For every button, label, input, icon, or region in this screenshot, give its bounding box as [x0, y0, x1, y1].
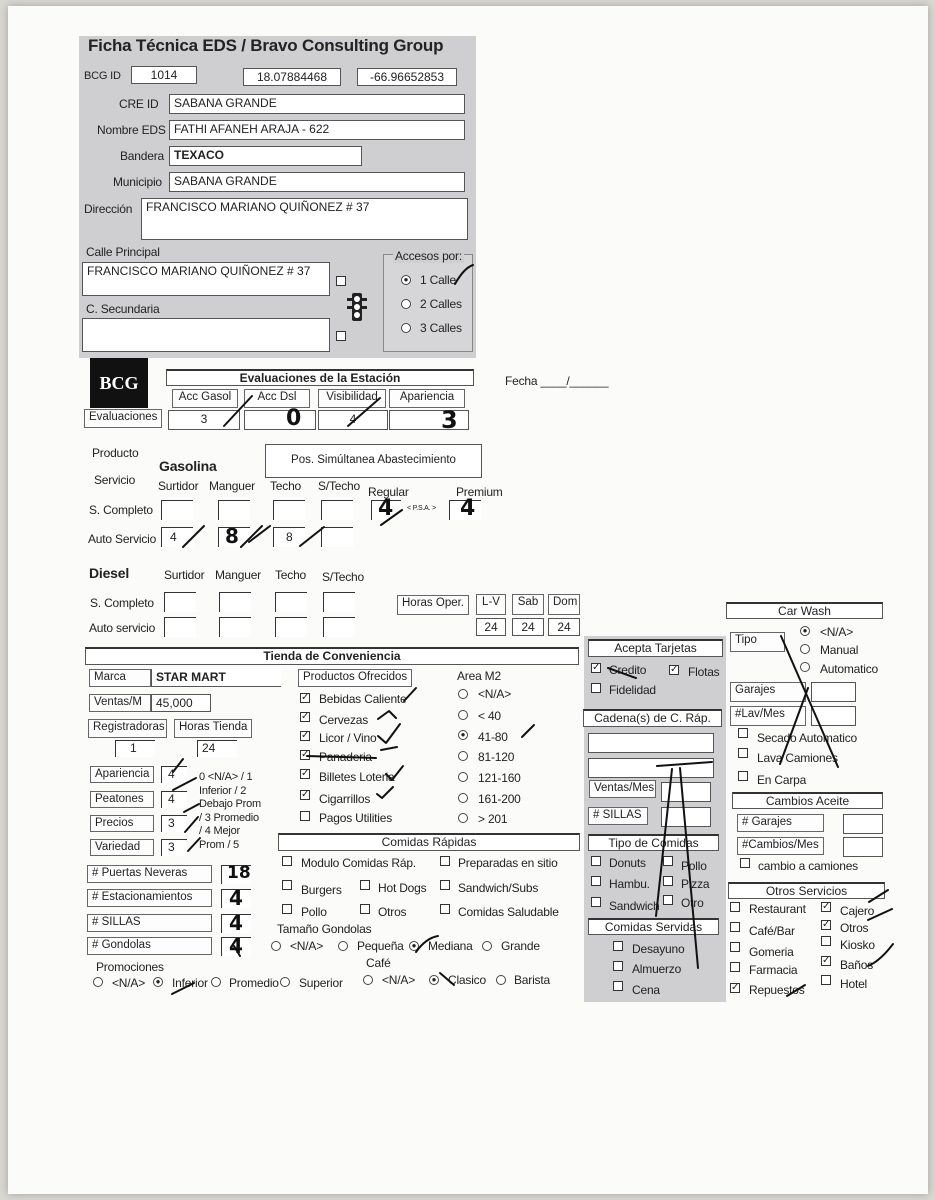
area-41-80-radio[interactable]: ●	[458, 730, 468, 740]
promo-promedio-label: Promedio	[229, 976, 279, 990]
c-secundaria-label: C. Secundaria	[86, 302, 160, 316]
hambu-label: Hambu.	[609, 877, 650, 891]
area-201-label: > 201	[478, 812, 508, 826]
puertas-neveras-handwritten: 18	[227, 863, 251, 883]
gas-techo-header: Techo	[270, 479, 302, 493]
accesos-1-label: 1 Calle	[420, 273, 456, 287]
otros-serv-checkbox[interactable]: ✓	[822, 919, 831, 930]
cafe-barista-label: Barista	[514, 973, 550, 987]
direccion-label: Dirección	[84, 202, 133, 216]
restaurant-checkbox[interactable]	[730, 902, 740, 912]
scale-5: Prom / 5	[199, 839, 239, 851]
burgers-label: Burgers	[301, 883, 342, 897]
pagos-checkbox[interactable]	[300, 811, 310, 821]
sillas-label: # SILLAS	[87, 914, 212, 932]
en-carpa-checkbox[interactable]	[738, 771, 748, 781]
tamano-pequena-radio[interactable]	[338, 941, 348, 951]
restaurant-label: Restaurant	[749, 902, 806, 916]
regular-label: Regular	[368, 485, 409, 499]
cafe-bar-checkbox[interactable]	[730, 922, 740, 932]
nombre-eds-field[interactable]: FATHI AFANEH ARAJA - 622	[169, 120, 465, 140]
pizza-label: Pizza	[681, 877, 710, 891]
gas-sc-stecho[interactable]	[321, 500, 353, 520]
acc-dsl-header: Acc Dsl	[244, 389, 310, 408]
carwash-manual-label: Manual	[820, 643, 859, 657]
en-carpa-label: En Carpa	[757, 773, 807, 787]
cafe-barista-radio[interactable]	[496, 975, 506, 985]
horas-oper-label: Horas Oper.	[397, 595, 469, 615]
form-paper	[8, 6, 928, 1194]
ventas-m-label: Ventas/M	[89, 694, 151, 712]
carwash-manual-radio[interactable]	[800, 644, 810, 654]
acc-gasol-value[interactable]: 3	[168, 410, 240, 430]
saludable-checkbox[interactable]	[440, 904, 450, 914]
almuerzo-checkbox[interactable]	[613, 961, 623, 971]
pollo-tipo-label: Pollo	[681, 859, 707, 873]
longitude-field[interactable]: -66.96652853	[357, 68, 457, 86]
area-121-160-label: 121-160	[478, 771, 521, 785]
c-secundaria-field[interactable]	[82, 318, 330, 352]
area-81-120-label: 81-120	[478, 750, 515, 764]
area-121-160-radio[interactable]	[458, 772, 468, 782]
horas-lv-value[interactable]: 24	[476, 618, 506, 636]
horas-tienda-label: Horas Tienda	[174, 719, 252, 738]
cadena-field-2[interactable]	[588, 758, 714, 778]
gondolas-label: # Gondolas	[87, 937, 212, 955]
tamano-gondolas-label: Tamaño Gondolas	[277, 922, 372, 936]
desayuno-label: Desayuno	[632, 942, 685, 956]
donuts-checkbox[interactable]	[591, 856, 601, 866]
cafe-bar-label: Café/Bar	[749, 924, 795, 938]
acepta-tarjetas-title: Acepta Tarjetas	[588, 639, 723, 657]
cafe-na-radio[interactable]	[363, 975, 373, 985]
garajes-label: Garajes	[730, 682, 806, 702]
gas-sc-techo[interactable]	[273, 500, 305, 520]
area-81-120-radio[interactable]	[458, 751, 468, 761]
servicio-label: Servicio	[94, 473, 136, 487]
calle-principal-label: Calle Principal	[86, 245, 160, 259]
bebidas-checkbox[interactable]: ✓	[301, 692, 310, 703]
accesos-3-label: 3 Calles	[420, 321, 462, 335]
sillas-rapidas-label: # SILLAS	[588, 807, 648, 825]
pizza-checkbox[interactable]	[663, 876, 673, 886]
tamano-grande-label: Grande	[501, 939, 540, 953]
otro-tipo-checkbox[interactable]	[663, 895, 673, 905]
sillas-handwritten: 4	[229, 911, 243, 935]
promo-promedio-radio[interactable]	[211, 977, 221, 987]
lava-camiones-label: Lava Camiones	[757, 751, 838, 765]
area-161-200-radio[interactable]	[458, 793, 468, 803]
area-na-radio[interactable]	[458, 689, 468, 699]
sandwich-subs-label: Sandwich/Subs	[458, 881, 539, 895]
cafe-na-label: <N/A>	[382, 973, 416, 987]
tamano-pequena-label: Pequeña	[357, 939, 404, 953]
visibilidad-value[interactable]: 4	[318, 410, 388, 430]
accesos-1-radio[interactable]: ●	[401, 275, 411, 285]
puertas-neveras-label: # Puertas Neveras	[87, 865, 212, 883]
otros-comidas-checkbox[interactable]	[360, 904, 370, 914]
carwash-na-label: <N/A>	[820, 625, 854, 639]
regular-handwritten: 4	[378, 496, 394, 521]
tamano-na-label: <N/A>	[290, 939, 324, 953]
accesos-2-label: 2 Calles	[420, 297, 462, 311]
donuts-label: Donuts	[609, 856, 646, 870]
cervezas-label: Cervezas	[319, 713, 369, 727]
apariencia-label: Apariencia	[90, 766, 154, 783]
panaderia-checkbox[interactable]: ✓	[301, 749, 310, 760]
pollo-label: Pollo	[301, 905, 327, 919]
bandera-label: Bandera	[120, 149, 164, 163]
credito-checkbox[interactable]: ✓	[592, 662, 601, 673]
acc-dsl-handwritten: 0	[286, 406, 302, 431]
productos-ofrecidos-label: Productos Ofrecidos	[298, 669, 412, 687]
estacionamientos-handwritten: 4	[229, 886, 243, 910]
registradoras-label: Registradoras	[88, 719, 167, 738]
scale-1: Inferior / 2	[199, 785, 247, 797]
bcg-id-field[interactable]: 1014	[131, 66, 197, 84]
sillas-rapidas-field[interactable]	[661, 807, 711, 827]
otros-servicios-title: Otros Servicios	[728, 882, 885, 899]
gas-surtidor-header: Surtidor	[158, 479, 199, 493]
billetes-checkbox[interactable]: ✓	[301, 768, 310, 779]
scale-4: / 4 Mejor	[199, 825, 240, 837]
cafe-clasico-label: Clasico	[448, 973, 486, 987]
tipo-comidas-title: Tipo de Comidas	[588, 834, 719, 851]
bebidas-label: Bebidas Caliente	[319, 692, 407, 706]
flotas-label: Flotas	[688, 665, 720, 679]
sandwich-tipo-checkbox[interactable]	[591, 897, 601, 907]
bcg-id-label: BCG ID	[84, 70, 121, 82]
car-wash-title: Car Wash	[726, 602, 883, 619]
pos-simultanea-box: Pos. Simúltanea Abastecimiento	[265, 444, 482, 478]
hotdogs-checkbox[interactable]	[360, 880, 370, 890]
cambios-aceite-title: Cambios Aceite	[732, 792, 883, 809]
municipio-field[interactable]: SABANA GRANDE	[169, 172, 465, 192]
dsl-as-techo[interactable]	[275, 617, 307, 637]
scale-3: / 3 Promedio	[199, 812, 259, 824]
cambio-camiones-checkbox[interactable]	[740, 858, 750, 868]
horas-dom-value[interactable]: 24	[548, 618, 580, 636]
horas-lv-header: L-V	[476, 594, 506, 615]
form-title: Ficha Técnica EDS / Bravo Consulting Group	[88, 36, 444, 55]
variedad-rating[interactable]: 3	[161, 839, 187, 856]
evaluaciones-button[interactable]: Evaluaciones	[84, 409, 162, 428]
apariencia-header: Apariencia	[389, 389, 465, 408]
promo-superior-label: Superior	[299, 976, 343, 990]
farmacia-label: Farmacia	[749, 963, 798, 977]
pollo-tipo-checkbox[interactable]	[663, 856, 673, 866]
registradoras-value[interactable]: 1	[115, 740, 155, 757]
fidelidad-checkbox[interactable]	[591, 683, 601, 693]
hotel-label: Hotel	[840, 977, 868, 991]
carwash-automatico-radio[interactable]	[800, 662, 810, 672]
sandwich-tipo-label: Sandwich	[609, 899, 660, 913]
dsl-sc-stecho[interactable]	[323, 592, 355, 612]
acc-gasol-header: Acc Gasol	[172, 389, 238, 408]
n-cambios-field[interactable]	[843, 837, 883, 857]
sandwich-subs-checkbox[interactable]	[440, 880, 450, 890]
dsl-as-surtidor[interactable]	[164, 617, 196, 637]
cervezas-checkbox[interactable]: ✓	[301, 711, 310, 722]
cigarrillos-label: Cigarrillos	[319, 792, 371, 806]
lav-mes-field[interactable]	[811, 706, 856, 726]
precios-rating[interactable]: 3	[161, 815, 187, 832]
kiosko-label: Kiosko	[840, 938, 875, 952]
gomeria-checkbox[interactable]	[730, 942, 740, 952]
secado-checkbox[interactable]	[738, 728, 748, 738]
dsl-surtidor-header: Surtidor	[164, 568, 205, 582]
licor-checkbox[interactable]: ✓	[301, 730, 310, 741]
tienda-title: Tienda de Conveniencia	[85, 647, 579, 665]
cafe-clasico-radio[interactable]: ●	[429, 975, 439, 985]
gas-as-surtidor[interactable]: 4	[161, 527, 193, 547]
tamano-mediana-radio[interactable]: ●	[409, 941, 419, 951]
cena-checkbox[interactable]	[613, 981, 623, 991]
promo-superior-radio[interactable]	[280, 977, 290, 987]
almuerzo-label: Almuerzo	[632, 962, 682, 976]
tamano-na-radio[interactable]	[271, 941, 281, 951]
otro-tipo-label: Otro	[681, 896, 704, 910]
marca-label: Marca	[89, 669, 151, 687]
garajes-field[interactable]	[811, 682, 856, 702]
licor-label: Licor / Vino	[319, 731, 377, 745]
area-161-200-label: 161-200	[478, 792, 521, 806]
carwash-automatico-label: Automatico	[820, 662, 879, 676]
variedad-label: Variedad	[90, 839, 154, 856]
cena-label: Cena	[632, 983, 660, 997]
apariencia-handwritten: 3	[441, 406, 458, 434]
otros-serv-label: Otros	[840, 921, 869, 935]
c-secundaria-checkbox[interactable]	[336, 331, 346, 341]
premium-label: Premium	[456, 485, 503, 499]
apariencia-rating[interactable]: 4	[161, 766, 187, 783]
accesos-label: Accesos por:	[395, 249, 462, 263]
area-na-label: <N/A>	[478, 687, 512, 701]
ventas-m-field[interactable]: 45,000	[151, 694, 211, 712]
cajero-label: Cajero	[840, 904, 875, 918]
n-garajes-label: # Garajes	[737, 814, 824, 832]
saludable-label: Comidas Saludable	[458, 905, 559, 919]
banos-label: Baños	[840, 958, 874, 972]
gas-manguer-header: Manguer	[209, 479, 255, 493]
promo-inferior-radio[interactable]: ●	[153, 977, 163, 987]
diesel-label: Diesel	[89, 565, 130, 581]
bcg-logo: BCG	[90, 358, 148, 408]
dsl-manguer-header: Manguer	[215, 568, 261, 582]
promo-na-radio[interactable]	[93, 977, 103, 987]
peatones-rating[interactable]: 4	[161, 791, 187, 808]
producto-label: Producto	[92, 446, 139, 460]
area-40-radio[interactable]	[458, 710, 468, 720]
latitude-field[interactable]: 18.07884468	[243, 68, 341, 86]
n-cambios-label: #Cambios/Mes	[737, 837, 824, 855]
gondolas-handwritten: 4	[229, 934, 243, 958]
carwash-na-radio[interactable]: ●	[800, 626, 810, 636]
dsl-techo-header: Techo	[275, 568, 307, 582]
modulo-comidas-label: Modulo Comidas Ráp.	[301, 856, 416, 870]
horas-sab-header: Sab	[512, 594, 544, 615]
hotel-checkbox[interactable]	[821, 975, 831, 985]
cre-id-field[interactable]: SABANA GRANDE	[169, 94, 465, 114]
kiosko-checkbox[interactable]	[821, 936, 831, 946]
lav-mes-label: #Lav/Mes	[730, 706, 806, 726]
psa-label: < P.S.A. >	[407, 505, 437, 512]
dsl-sc-manguer[interactable]	[219, 592, 251, 612]
gas-s-completo-label: S. Completo	[89, 503, 153, 517]
estacionamientos-label: # Estacionamientos	[87, 889, 212, 907]
tamano-mediana-label: Mediana	[428, 939, 473, 953]
bandera-field[interactable]: TEXACO	[169, 146, 362, 166]
repuestos-label: Repuestos	[749, 983, 805, 997]
comidas-rapidas-title: Comidas Rápidas	[278, 833, 580, 851]
municipio-label: Municipio	[113, 175, 162, 189]
fecha-field[interactable]: Fecha ____/______	[505, 374, 609, 388]
otros-comidas-label: Otros	[378, 905, 407, 919]
acc-dsl-value[interactable]	[244, 410, 316, 430]
secado-label: Secado Automatico	[757, 731, 858, 745]
preparadas-checkbox[interactable]	[440, 856, 450, 866]
dsl-sc-surtidor[interactable]	[164, 592, 196, 612]
pagos-label: Pagos Utilities	[319, 811, 393, 825]
fidelidad-label: Fidelidad	[609, 683, 656, 697]
horas-tienda-value[interactable]: 24	[197, 740, 237, 757]
gasolina-label: Gasolina	[159, 458, 217, 474]
comidas-servidas-title: Comidas Servidas	[588, 918, 719, 935]
cambio-camiones-label: cambio a camiones	[758, 859, 858, 873]
panaderia-label: Panaderia	[319, 750, 372, 764]
ventas-mes-field[interactable]	[661, 782, 711, 802]
gas-sc-surtidor[interactable]	[161, 500, 193, 520]
traffic-light-icon	[346, 292, 368, 322]
hambu-checkbox[interactable]	[591, 876, 601, 886]
dsl-s-completo-label: S. Completo	[90, 596, 154, 610]
dsl-auto-label: Auto servicio	[89, 621, 156, 635]
dsl-stecho-header: S/Techo	[322, 570, 364, 584]
peatones-label: Peatones	[90, 791, 154, 808]
credito-label: Credito	[609, 663, 647, 677]
scale-0: 0 <N/A> / 1	[199, 771, 253, 783]
calle-principal-checkbox[interactable]	[336, 276, 346, 286]
gas-sc-manguer[interactable]	[218, 500, 250, 520]
cajero-checkbox[interactable]: ✓	[822, 901, 831, 912]
accesos-3-radio[interactable]	[401, 323, 411, 333]
promo-inferior-label: Inferior	[172, 976, 208, 990]
gas-as-stecho[interactable]	[321, 527, 353, 547]
promociones-label: Promociones	[96, 960, 164, 974]
ventas-mes-label: Ventas/Mes	[589, 780, 656, 798]
pollo-checkbox[interactable]	[282, 904, 292, 914]
cigarrillos-checkbox[interactable]: ✓	[301, 789, 310, 800]
tamano-grande-radio[interactable]	[482, 941, 492, 951]
area-m2-label: Area M2	[457, 669, 501, 683]
area-40-label: < 40	[478, 709, 501, 723]
gas-stecho-header: S/Techo	[318, 479, 360, 493]
scale-2: Debajo Prom	[199, 798, 261, 810]
gas-as-manguer-handwritten: 8	[225, 524, 239, 548]
farmacia-checkbox[interactable]	[730, 962, 740, 972]
n-garajes-field[interactable]	[843, 814, 883, 834]
billetes-label: Billetes Loteria	[319, 770, 395, 784]
gomeria-label: Gomeria	[749, 945, 794, 959]
horas-dom-header: Dom	[548, 594, 580, 615]
dsl-sc-techo[interactable]	[275, 592, 307, 612]
area-201-radio[interactable]	[458, 813, 468, 823]
banos-checkbox[interactable]: ✓	[822, 955, 831, 966]
cadena-field-1[interactable]	[588, 733, 714, 753]
desayuno-checkbox[interactable]	[613, 941, 623, 951]
gas-as-techo[interactable]: 8	[273, 527, 305, 547]
hotdogs-label: Hot Dogs	[378, 881, 427, 895]
repuestos-checkbox[interactable]: ✓	[731, 982, 740, 993]
modulo-comidas-checkbox[interactable]	[282, 856, 292, 866]
direccion-field[interactable]: FRANCISCO MARIANO QUIÑONEZ # 37	[141, 198, 468, 240]
premium-handwritten: 4	[460, 496, 476, 521]
flotas-checkbox[interactable]: ✓	[670, 664, 679, 675]
tipo-label: Tipo	[730, 632, 785, 652]
marca-field[interactable]: STAR MART	[151, 669, 281, 687]
gas-auto-servicio-label: Auto Servicio	[88, 532, 157, 546]
promo-na-label: <N/A>	[112, 976, 146, 990]
calle-principal-field[interactable]: FRANCISCO MARIANO QUIÑONEZ # 37	[82, 262, 330, 296]
area-41-80-label: 41-80	[478, 730, 508, 744]
cafe-label: Café	[366, 956, 391, 970]
evaluaciones-title: Evaluaciones de la Estación	[166, 369, 474, 386]
cadenas-title: Cadena(s) de C. Ráp.	[583, 709, 722, 727]
dsl-as-stecho[interactable]	[323, 617, 355, 637]
nombre-eds-label: Nombre EDS	[97, 123, 166, 137]
cre-id-label: CRE ID	[119, 97, 159, 111]
precios-label: Precios	[90, 815, 154, 832]
visibilidad-header: Visibilidad	[318, 389, 386, 408]
lava-camiones-checkbox[interactable]	[738, 748, 748, 758]
preparadas-label: Preparadas en sitio	[458, 856, 558, 870]
accesos-2-radio[interactable]	[401, 299, 411, 309]
burgers-checkbox[interactable]	[282, 880, 292, 890]
horas-sab-value[interactable]: 24	[512, 618, 544, 636]
dsl-as-manguer[interactable]	[219, 617, 251, 637]
